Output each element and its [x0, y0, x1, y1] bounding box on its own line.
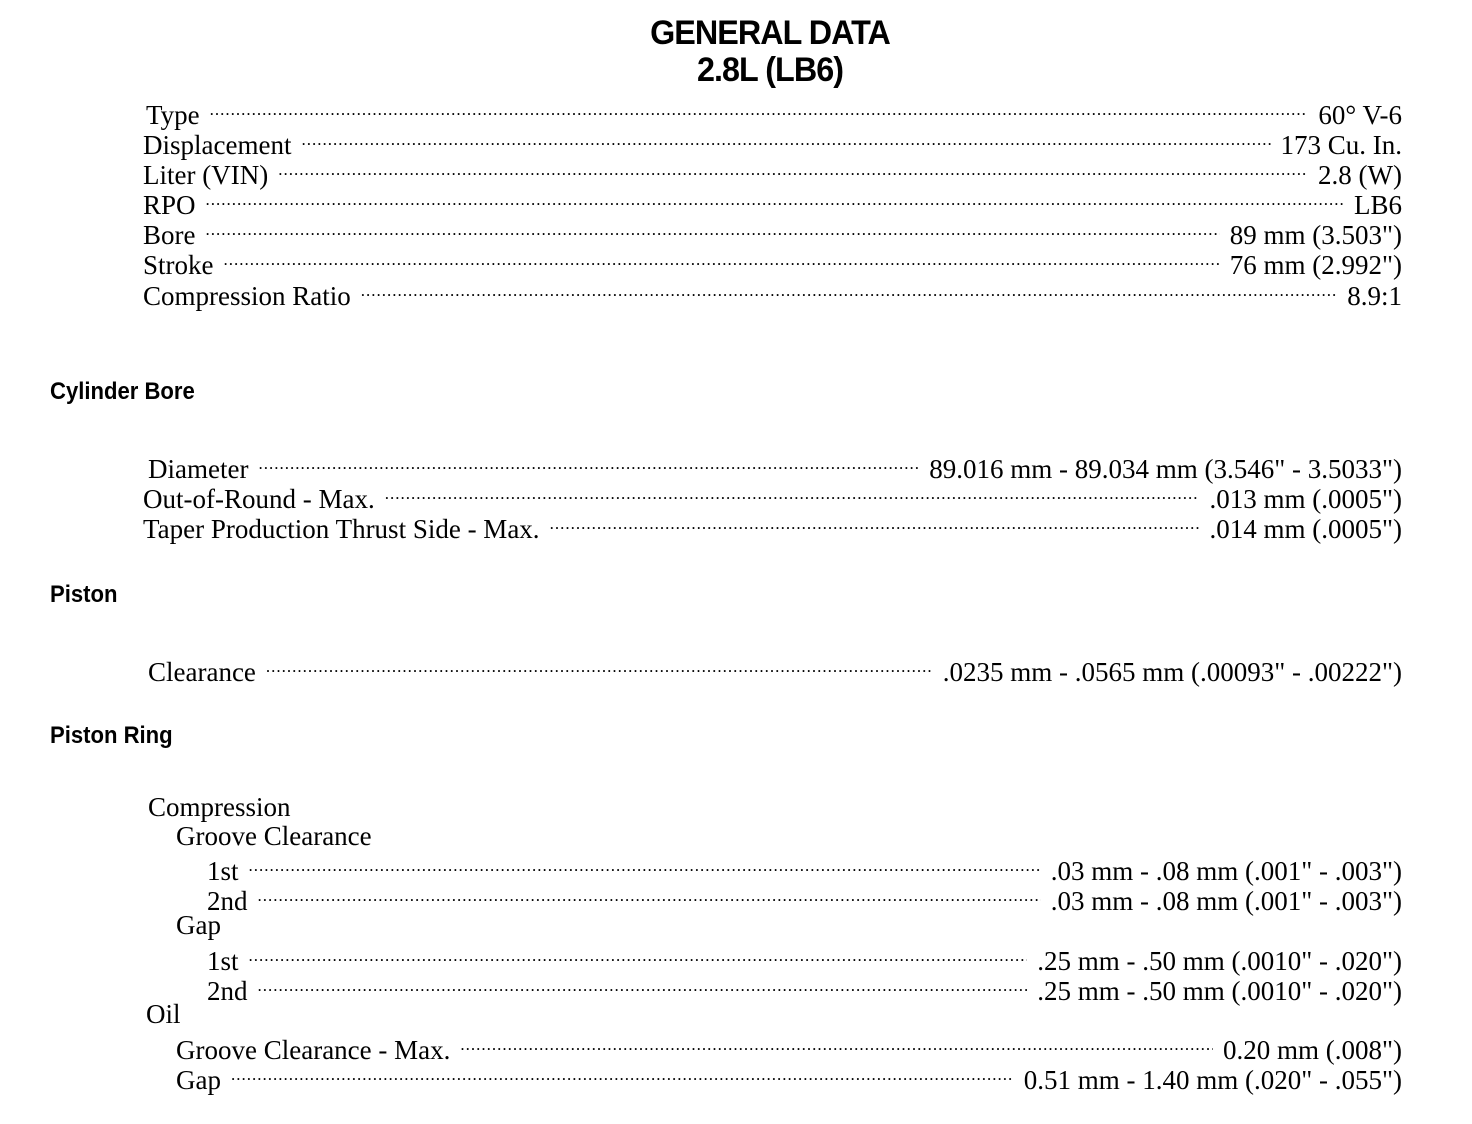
spec-row-taper — [143, 508, 1402, 544]
spec-label: Groove Clearance - Max. — [176, 1035, 451, 1065]
leader-dots — [266, 651, 933, 681]
spec-row-out-of-round — [143, 478, 1402, 514]
spec-row-diameter — [148, 448, 1402, 484]
spec-row-oil-gap — [176, 1059, 1402, 1095]
spec-row-rpo — [143, 184, 1402, 220]
spec-label: Compression Ratio — [143, 281, 351, 311]
spec-label: 2nd — [207, 976, 248, 1006]
leader-dots — [205, 214, 1219, 244]
spec-label: Bore — [143, 220, 196, 250]
leader-dots — [231, 1059, 1014, 1089]
subheading-compression: Compression — [148, 792, 291, 822]
spec-value: .25 mm - .50 mm (.0010" - .020") — [1037, 946, 1402, 976]
spec-row-compression-ratio — [143, 275, 1402, 311]
spec-label: 1st — [207, 856, 239, 886]
leader-dots — [258, 448, 919, 478]
spec-value: 0.20 mm (.008") — [1222, 1035, 1402, 1065]
section-heading-piston-ring: Piston Ring — [50, 722, 173, 749]
spec-row-gap-1st — [207, 940, 1402, 976]
spec-value: .0235 mm - .0565 mm (.00093" - .00222") — [942, 657, 1402, 687]
spec-label: RPO — [143, 190, 196, 220]
spec-label: Diameter — [148, 454, 249, 484]
leader-dots — [278, 154, 1308, 184]
spec-value: LB6 — [1353, 190, 1402, 220]
spec-label: Liter (VIN) — [143, 160, 269, 190]
spec-row-gap-2nd — [207, 970, 1402, 1006]
spec-label: 2nd — [207, 886, 248, 916]
leader-dots — [301, 124, 1270, 154]
section-heading-cylinder-bore: Cylinder Bore — [50, 378, 195, 405]
page-subtitle: 2.8L (LB6) — [696, 51, 844, 89]
spec-value: .03 mm - .08 mm (.001" - .003") — [1050, 856, 1402, 886]
spec-value: .014 mm (.0005") — [1209, 514, 1402, 544]
spec-value: .25 mm - .50 mm (.0010" - .020") — [1037, 976, 1402, 1006]
spec-value: 0.51 mm - 1.40 mm (.020" - .055") — [1023, 1065, 1402, 1095]
leader-dots — [249, 850, 1041, 880]
spec-value: 89 mm (3.503") — [1229, 220, 1402, 250]
leader-dots — [258, 970, 1028, 1000]
spec-row-bore — [143, 214, 1402, 250]
spec-label: Stroke — [143, 250, 214, 280]
section-heading-piston: Piston — [50, 581, 118, 608]
spec-value: 60° V-6 — [1318, 100, 1402, 130]
spec-value: .013 mm (.0005") — [1209, 484, 1402, 514]
spec-label: Taper Production Thrust Side - Max. — [143, 514, 540, 544]
spec-row-displacement — [143, 124, 1402, 160]
spec-row-type — [146, 94, 1402, 130]
spec-label: Clearance — [148, 657, 256, 687]
page-title: GENERAL DATA — [650, 14, 890, 52]
spec-value: .03 mm - .08 mm (.001" - .003") — [1050, 886, 1402, 916]
leader-dots — [249, 940, 1028, 970]
leader-dots — [361, 275, 1337, 305]
spec-label: 1st — [207, 946, 239, 976]
leader-dots — [385, 478, 1200, 508]
subheading-gap: Gap — [176, 910, 221, 940]
spec-row-oil-groove-clearance — [176, 1029, 1402, 1065]
spec-label: Type — [146, 100, 200, 130]
leader-dots — [460, 1029, 1213, 1059]
spec-value: 2.8 (W) — [1318, 160, 1402, 190]
leader-dots — [258, 880, 1041, 910]
spec-row-groove-1st — [207, 850, 1402, 886]
subheading-groove-clearance: Groove Clearance — [176, 821, 372, 851]
spec-row-stroke — [143, 244, 1402, 280]
spec-label: Out-of-Round - Max. — [143, 484, 375, 514]
spec-row-groove-2nd — [207, 880, 1402, 916]
spec-row-clearance — [148, 651, 1402, 687]
spec-value: 76 mm (2.992") — [1229, 250, 1402, 280]
leader-dots — [206, 184, 1344, 214]
leader-dots — [224, 244, 1220, 274]
leader-dots — [210, 94, 1309, 124]
leader-dots — [550, 508, 1200, 538]
spec-label: Displacement — [143, 130, 292, 160]
spec-label: Gap — [176, 1065, 221, 1095]
spec-value: 8.9:1 — [1347, 281, 1402, 311]
spec-value: 89.016 mm - 89.034 mm (3.546" - 3.5033") — [929, 454, 1402, 484]
spec-value: 173 Cu. In. — [1280, 130, 1402, 160]
spec-row-liter — [143, 154, 1402, 190]
subheading-oil: Oil — [146, 999, 181, 1029]
